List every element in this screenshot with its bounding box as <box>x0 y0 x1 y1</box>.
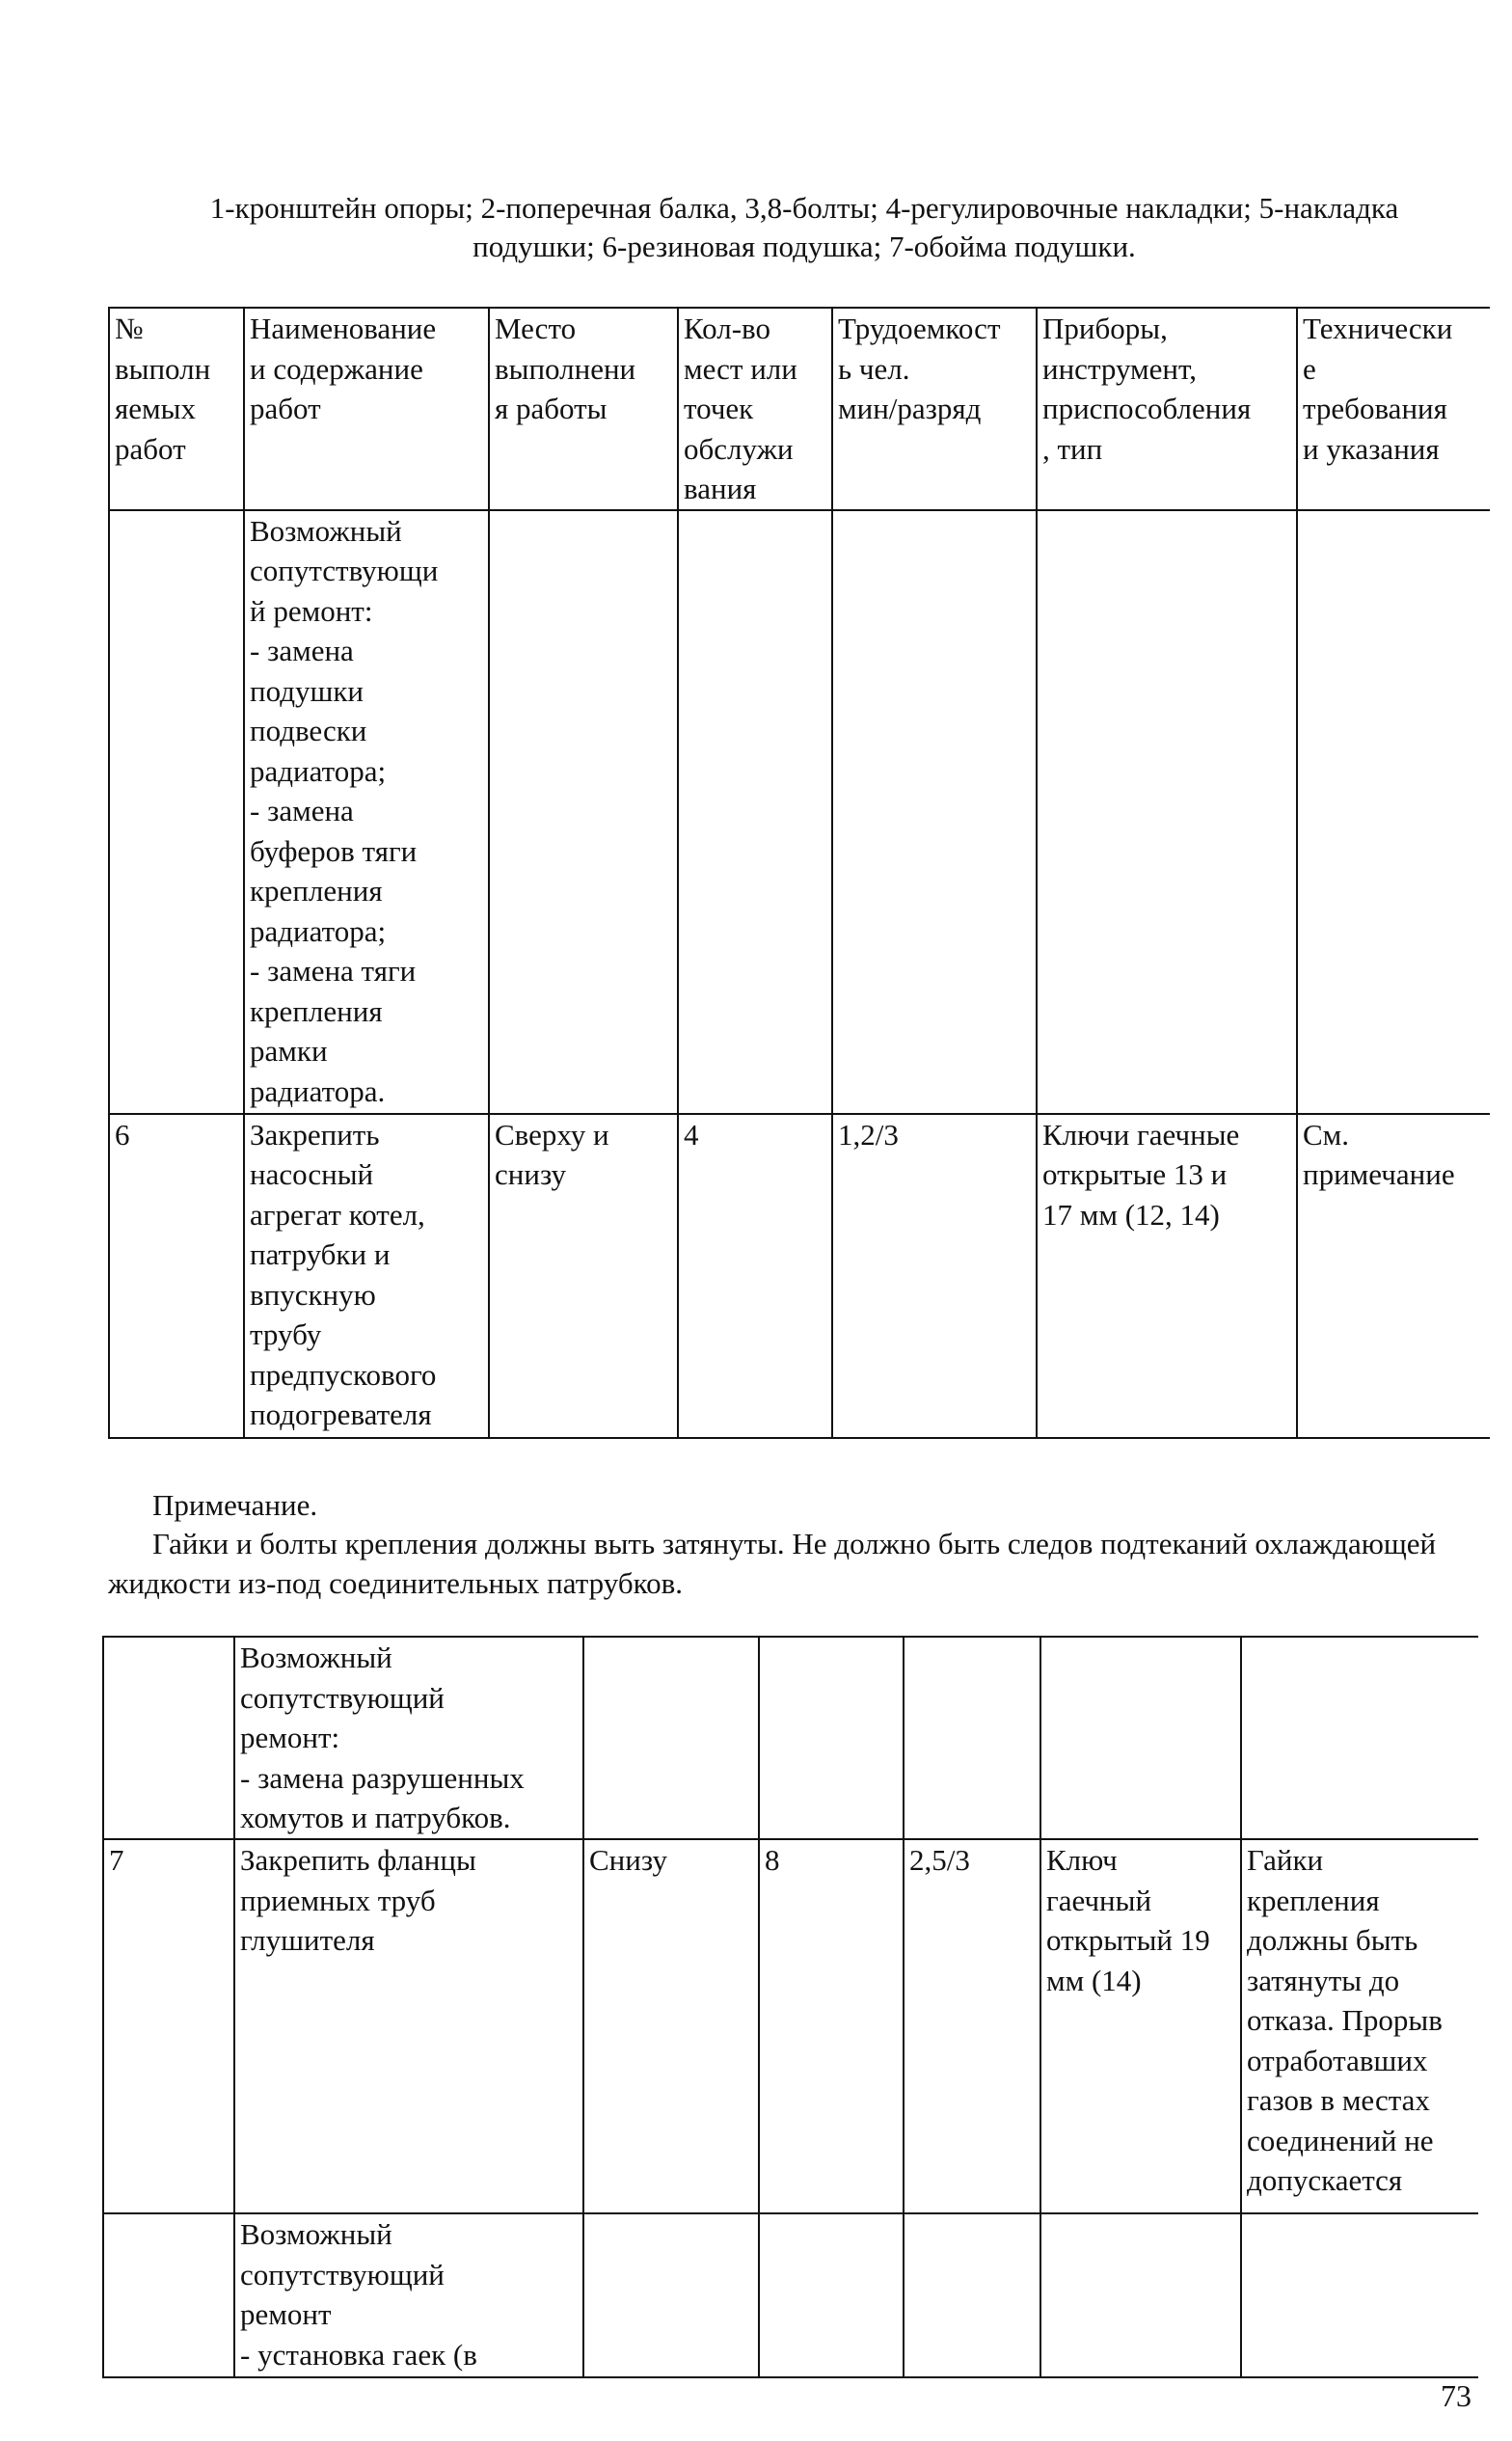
table-cell: Закрепить насосный агрегат котел, патрубки и впускную трубу предпускового подогревателя <box>244 1114 489 1438</box>
work-table-2 <box>102 1636 1478 2378</box>
table-cell <box>1241 2213 1478 2377</box>
table-row <box>103 1637 1478 1839</box>
note-heading: Примечание. <box>152 1488 318 1522</box>
table-cell: 7 <box>103 1839 234 2213</box>
header-cell-name: Наименование и содержание работ <box>244 308 489 510</box>
table-cell <box>904 1637 1040 1839</box>
table-cell: Возможный сопутствующий ремонт: - замена разрушенных хомутов и патрубков. <box>234 1637 583 1839</box>
table-cell <box>1241 1637 1478 1839</box>
table-cell: Сверху и снизу <box>489 1114 678 1438</box>
table-cell <box>1297 510 1490 1114</box>
note-text: Гайки и болты крепления должны выть затянуты. Не должно быть следов подтеканий охлаждающей жидкости из-под соединительных патрубков. <box>108 1527 1437 1600</box>
table-cell <box>904 2213 1040 2377</box>
table-cell <box>103 1637 234 1839</box>
table-row <box>103 1839 1478 2213</box>
table-cell <box>832 510 1037 1114</box>
work-table-1 <box>108 307 1490 1439</box>
header-cell-labor: Трудоемкост ь чел. мин/разряд <box>832 308 1037 510</box>
table-row <box>109 510 1490 1114</box>
page-number: 73 <box>1441 2378 1472 2413</box>
table-cell <box>678 510 832 1114</box>
table-cell: Ключ гаечный открытый 19 мм (14) <box>1040 1839 1241 2213</box>
table-cell: 2,5/3 <box>904 1839 1040 2213</box>
table-cell: 1,2/3 <box>832 1114 1037 1438</box>
table-cell: Снизу <box>583 1839 759 2213</box>
table-cell: Возможный сопутствующи й ремонт: - замена подушки подвески радиатора; - замена буферов тяги крепления радиатора; - замена тяги крепления рамки радиатора. <box>244 510 489 1114</box>
header-cell-tools: Приборы, инструмент, приспособления , тип <box>1037 308 1297 510</box>
table-cell <box>103 2213 234 2377</box>
table-cell: 4 <box>678 1114 832 1438</box>
table-cell <box>1037 510 1297 1114</box>
table-cell <box>1040 1637 1241 1839</box>
table-cell <box>759 2213 904 2377</box>
header-cell-place: Место выполнени я работы <box>489 308 678 510</box>
header-cell-number: № выполн яемых работ <box>109 308 244 510</box>
table-cell <box>583 1637 759 1839</box>
header-cell-count: Кол-во мест или точек обслужи вания <box>678 308 832 510</box>
table-cell: 6 <box>109 1114 244 1438</box>
table-cell <box>1040 2213 1241 2377</box>
table-cell <box>109 510 244 1114</box>
table-cell: См. примечание <box>1297 1114 1490 1438</box>
table-cell: Гайки крепления должны быть затянуты до отказа. Прорыв отработавших газов в местах соединений не допускается <box>1241 1839 1478 2213</box>
figure-caption: 1-кронштейн опоры; 2-поперечная балка, 3,8-болты; 4-регулировочные накладки; 5-накладка подушки; 6-резиновая подушка; 7-обойма подушки. <box>209 191 1399 263</box>
table-cell: Возможный сопутствующий ремонт - установка гаек (в <box>234 2213 583 2377</box>
table-cell: Ключи гаечные открытые 13 и 17 мм (12, 14) <box>1037 1114 1297 1438</box>
table-header-row <box>109 308 1490 510</box>
table-cell <box>489 510 678 1114</box>
table-cell <box>583 2213 759 2377</box>
table-cell: Закрепить фланцы приемных труб глушителя <box>234 1839 583 2213</box>
table-cell: 8 <box>759 1839 904 2213</box>
table-row <box>109 1114 1490 1438</box>
table-row <box>103 2213 1478 2377</box>
table-cell <box>759 1637 904 1839</box>
header-cell-requirements: Технически е требования и указания <box>1297 308 1490 510</box>
